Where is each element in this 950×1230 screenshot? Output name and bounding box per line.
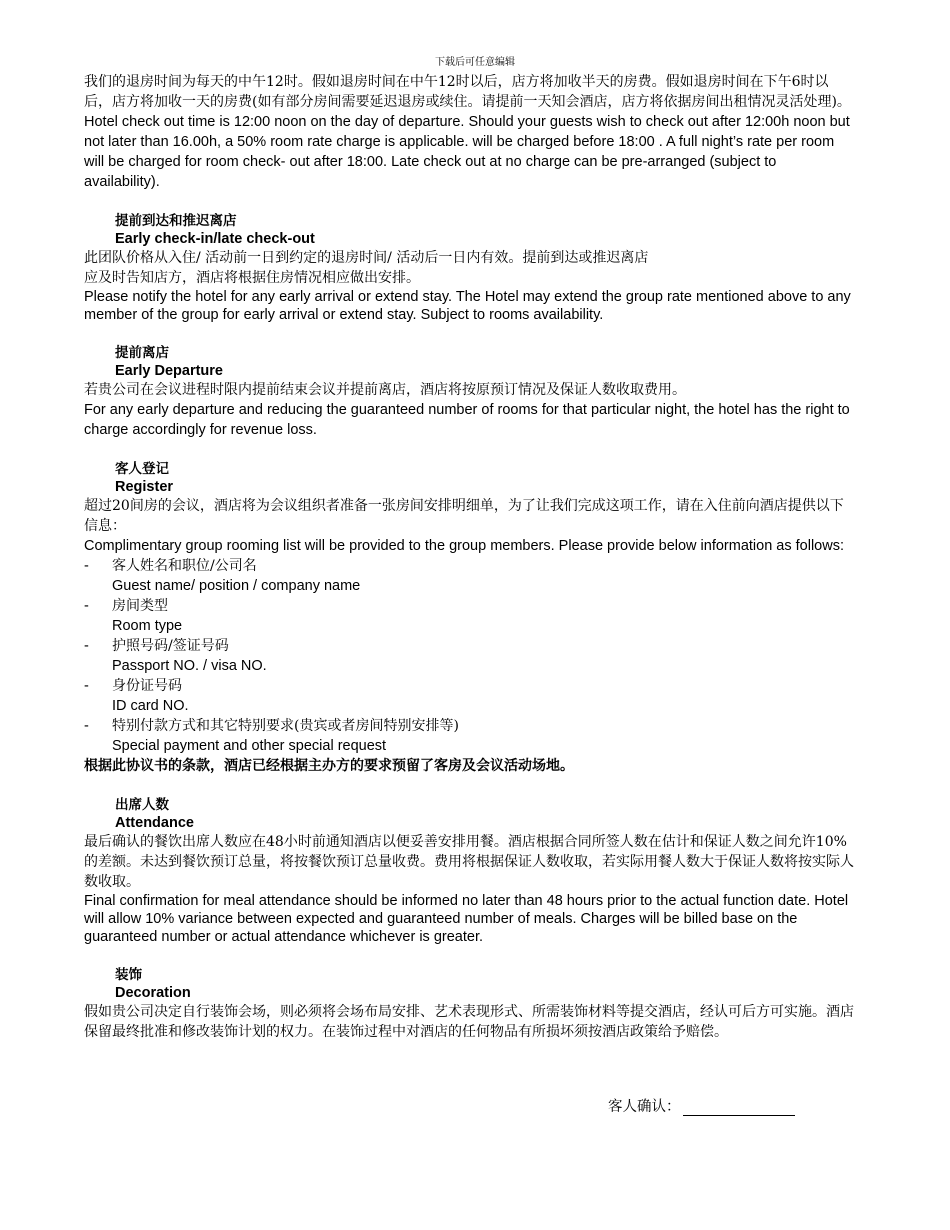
checkout-text-en: Hotel check out time is 12:00 noon on the day of departure. Should your guests wish to check out after 12:00h noon but not later than 16.00h, a 50% room rate charge is applicable. will be charged before 18:00 . A full night’s rate per room will be charged for room check- out after 18:00. Late check out at no charge can be pre-arranged (subject to availability).	[84, 114, 850, 190]
list-item-en: Special payment and other special request	[112, 738, 387, 754]
guest-confirmation-label: 客人确认：	[608, 1099, 681, 1115]
list-item-en: Passport NO. / visa NO.	[112, 658, 267, 674]
attendance-text-cn: 最后确认的餐饮出席人数应在48小时前通知酒店以便妥善安排用餐。酒店根据合同所签人数在估计和保证人数之间允许10%的差额。未达到餐饮预订总量，将按餐饮预订总量收费。费用将根据保证人数收取，若实际用餐人数大于保证人数将按实际人数收取。	[84, 834, 854, 890]
early-checkin-text-en: Please notify the hotel for any early arrival or extend stay. The Hotel may extend the group rate mentioned above to any member of the group for early arrival or extend stay. Subject to rooms availability.	[84, 289, 851, 323]
early-departure-text-cn: 若贵公司在会议进程时限内提前结束会议并提前离店，酒店将按原预订情况及保证人数收取费用。	[84, 382, 686, 398]
early-checkin-title-cn: 提前到达和推迟离店	[115, 213, 237, 229]
list-item-cn: 房间类型	[112, 598, 168, 614]
decoration-title-cn: 装饰	[115, 967, 142, 983]
list-item-en: Room type	[112, 618, 183, 634]
list-item	[84, 676, 856, 716]
register-text-en: Complimentary group rooming list will be provided to the group members. Please provide below information as follows:	[84, 538, 844, 554]
early-departure-text-en: For any early departure and reducing the guaranteed number of rooms for that particular night, the hotel has the right to charge accordingly for revenue loss.	[84, 402, 850, 438]
attendance-title-cn: 出席人数	[115, 797, 169, 813]
decoration-title-en: Decoration	[115, 985, 191, 1001]
register-bold-note: 根据此协议书的条款，酒店已经根据主办方的要求预留了客房及会议活动场地。	[84, 758, 574, 774]
attendance-text-en: Final confirmation for meal attendance should be informed no later than 48 hours prior to the actual function date. Hotel will allow 10% variance between expected and guaranteed number of meals. Charges will be billed base on the guaranteed number or actual attendance whichever is greater.	[84, 893, 849, 945]
list-item	[84, 556, 856, 596]
attendance-title-en: Attendance	[115, 815, 194, 831]
list-dash: -	[84, 558, 89, 574]
signature-line[interactable]	[683, 1098, 795, 1116]
list-item-cn: 身份证号码	[112, 678, 182, 694]
register-title-en: Register	[115, 479, 174, 495]
list-dash: -	[84, 678, 89, 694]
list-item	[84, 636, 856, 676]
early-departure-title-cn: 提前离店	[115, 345, 169, 361]
list-item-cn: 特别付款方式和其它特别要求(贵宾或者房间特别安排等)	[112, 718, 459, 734]
list-item	[84, 596, 856, 636]
list-item-cn: 客人姓名和职位/公司名	[112, 558, 257, 574]
early-checkin-text-cn-1: 此团队价格从入住/ 活动前一日到约定的退房时间/ 活动后一日内有效。提前到达或推迟离店	[84, 250, 649, 266]
register-text-cn: 超过20间房的会议，酒店将为会议组织者准备一张房间安排明细单，为了让我们完成这项工作，请在入住前向酒店提供以下信息：	[84, 498, 844, 534]
guest-confirmation	[608, 1095, 795, 1116]
list-item-en: Guest name/ position / company name	[112, 578, 361, 594]
decoration-text-cn: 假如贵公司决定自行装饰会场，则必须将会场布局安排、艺术表现形式、所需装饰材料等提交酒店，经认可后方可实施。酒店保留最终批准和修改装饰计划的权力。在装饰过程中对酒店的任何物品有所损坏须按酒店政策给予赔偿。	[84, 1004, 854, 1040]
list-dash: -	[84, 718, 89, 734]
checkout-text-cn: 我们的退房时间为每天的中午12时。假如退房时间在中午12时以后，店方将加收半天的房费。假如退房时间在下午6时以后，店方将加收一天的房费(如有部分房间需要延迟退房或续住。请提前一天知会酒店，店方将依据房间出租情况灵活处理)。	[84, 74, 851, 110]
list-dash: -	[84, 598, 89, 614]
early-checkin-text-cn-2: 应及时告知店方，酒店将根据住房情况相应做出安排。	[84, 270, 420, 286]
document-body	[84, 72, 856, 1042]
list-item-en: ID card NO.	[112, 698, 189, 714]
register-title-cn: 客人登记	[115, 461, 169, 477]
page-header: 下载后可任意编辑	[435, 57, 515, 68]
early-departure-title-en: Early Departure	[115, 363, 223, 379]
list-dash: -	[84, 638, 89, 654]
early-checkin-title-en: Early check-in/late check-out	[115, 231, 315, 247]
list-item	[84, 716, 856, 756]
list-item-cn: 护照号码/签证号码	[112, 638, 229, 654]
